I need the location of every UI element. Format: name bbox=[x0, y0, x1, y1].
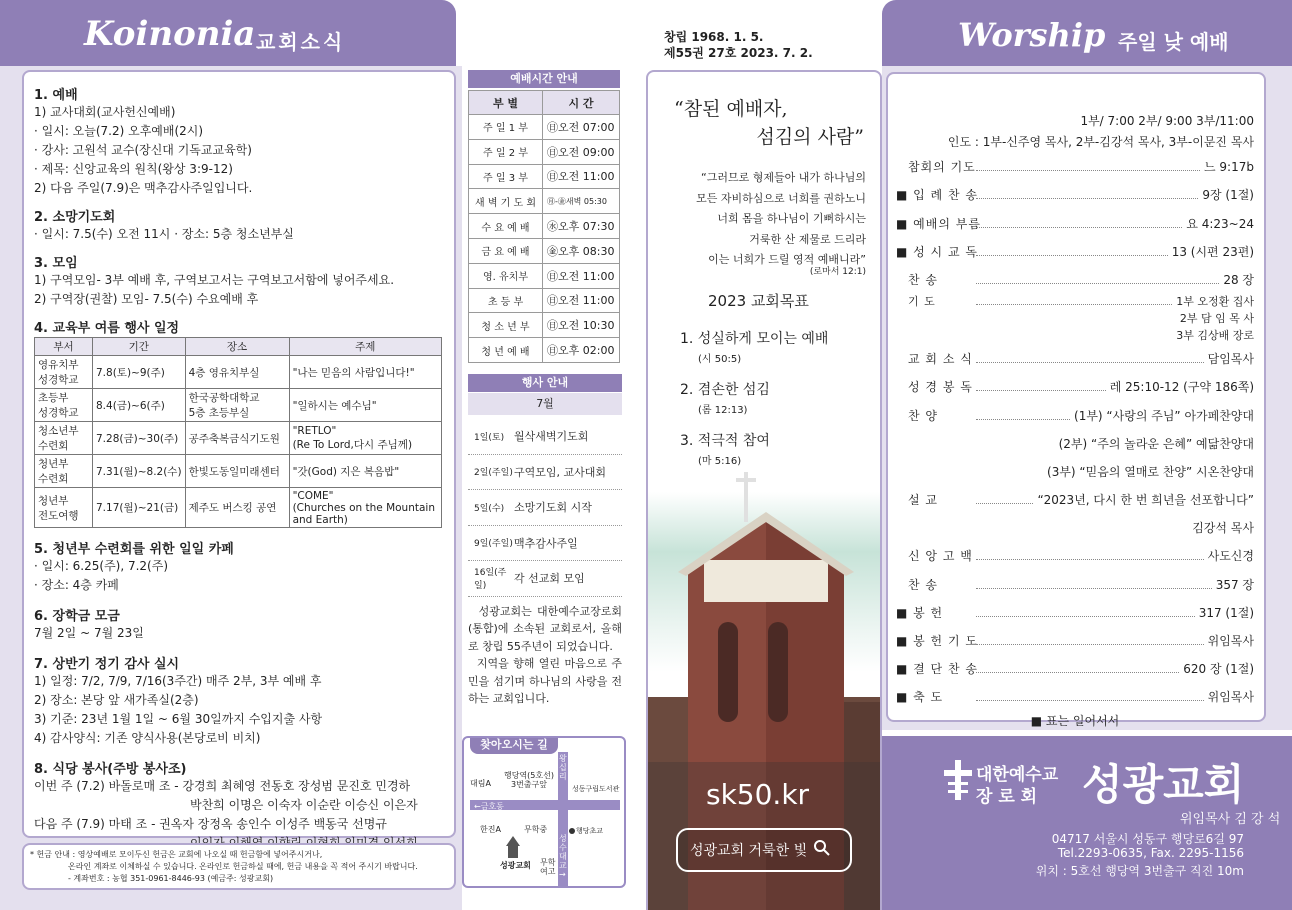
church-address: 04717 서울시 성동구 행당로6길 97 bbox=[1051, 832, 1244, 846]
table-cell: 한빛도동일미래센터 bbox=[185, 455, 289, 488]
worship-item-label: 참회의 기도 bbox=[908, 160, 976, 175]
map-label-church: 성광교회 bbox=[500, 861, 531, 870]
worship-item-value: 13 (시편 23편) bbox=[1171, 244, 1254, 259]
search-icon bbox=[813, 839, 831, 861]
event-date: 5일(수) bbox=[474, 503, 505, 514]
service-name: 영. 유치부 bbox=[469, 263, 543, 288]
worship-item-label: 설 교 bbox=[908, 493, 938, 508]
service-times-table bbox=[468, 90, 620, 363]
worship-item-value: 느 9:17b bbox=[1204, 160, 1254, 175]
section-line: · 일시: 오늘(7.2) 오후예배(2시) bbox=[34, 124, 204, 138]
leader-dots bbox=[976, 616, 1195, 617]
worship-item-label: 찬 송 bbox=[908, 577, 938, 592]
service-time: ㊐오전 10:30 bbox=[543, 313, 620, 338]
section-line: · 강사: 고원석 교수(장신대 기독교교육학) bbox=[34, 143, 252, 157]
map-label-library: 성동구립도서관 bbox=[572, 785, 620, 793]
offering-note bbox=[22, 843, 456, 890]
worship-item-value: 위임목사 bbox=[1207, 690, 1254, 705]
church-intro: 성광교회는 대한예수교장로회(통합)에 소속된 교회로서, 올해로 창립 55주년이 되었습니다. 지역을 향해 열린 마음으로 주민을 섬기며 하나님의 사랑을 전하는 교회입니다. bbox=[468, 604, 622, 705]
worship-item bbox=[896, 372, 1254, 400]
event-row bbox=[468, 561, 622, 597]
event-title: 월삭새벽기도회 bbox=[514, 430, 589, 444]
worship-item-value: 담임목사 bbox=[1207, 352, 1254, 367]
worship-item bbox=[896, 293, 1254, 310]
worship-item-label: ■ 성 시 교 독 bbox=[896, 244, 978, 259]
table-row bbox=[469, 139, 620, 164]
map-label-seongsu: 성수대교→ bbox=[559, 834, 567, 879]
worship-item bbox=[896, 513, 1254, 541]
table-cell: "COME" (Churches on the Mountain and Earth) bbox=[289, 488, 441, 528]
worship-item-value: 9장 (1절) bbox=[1202, 188, 1254, 203]
events-month: 7월 bbox=[468, 393, 622, 415]
section-line: · 제목: 신앙교육의 원칙(왕상 3:9-12) bbox=[34, 162, 233, 176]
worship-item-value: “2023년, 다시 한 번 희년을 선포합니다” bbox=[1037, 493, 1254, 508]
worship-item-value: (2부) “주의 놀라운 은혜” 예닮찬양대 bbox=[1058, 436, 1254, 451]
leader-dots bbox=[976, 227, 1182, 228]
event-title: 각 선교회 모임 bbox=[514, 572, 585, 586]
section-heading: 6. 장학금 모금 bbox=[34, 609, 120, 624]
leader-dots bbox=[976, 503, 1033, 504]
table-cell: 청년부 수련회 bbox=[35, 455, 93, 488]
worship-item-value: 28 장 bbox=[1223, 272, 1254, 287]
leader-dots bbox=[976, 170, 1200, 171]
table-cell: "갓(God) 지은 복음밥" bbox=[289, 455, 441, 488]
event-date: 1일(토) bbox=[474, 432, 505, 443]
goal-ref: (마 5:16) bbox=[698, 456, 742, 467]
section-line: · 장소: 4층 카페 bbox=[34, 578, 119, 592]
service-name: 새 벽 기 도 회 bbox=[469, 189, 543, 214]
leader-dots bbox=[976, 672, 1179, 673]
section-line: 이번 주 (7.2) 바돌로매 조 - 강경희 최혜영 전동호 장성범 문진호 민경하 bbox=[34, 779, 411, 793]
worship-item bbox=[896, 344, 1254, 372]
table-cell: 제주도 버스킹 공연 bbox=[185, 488, 289, 528]
worship-item bbox=[896, 626, 1254, 654]
worship-item-label: ■ 결 단 찬 송 bbox=[896, 662, 978, 677]
events-block bbox=[468, 374, 622, 708]
map-label-haengdang-es: 행당초교 bbox=[576, 827, 604, 835]
table-cell: 4층 영유치부실 bbox=[185, 356, 289, 389]
church-location: 위치 : 5호선 행당역 3번출구 직진 10m bbox=[1035, 864, 1244, 878]
worship-item-label: 교 회 소 식 bbox=[908, 352, 973, 367]
worship-item-value: (3부) “믿음의 열매로 찬양” 시온찬양대 bbox=[1047, 464, 1254, 479]
leader-dots bbox=[976, 198, 1198, 199]
table-row bbox=[35, 455, 442, 488]
section-line: 박찬희 이명은 이숙자 이순란 이승신 이은자 bbox=[190, 798, 418, 812]
worship-item bbox=[896, 682, 1254, 710]
table-row bbox=[469, 238, 620, 263]
table-cell: 영유치부 성경학교 bbox=[35, 356, 93, 389]
table-cell: 청소년부 수련회 bbox=[35, 422, 93, 455]
col-header: 부 별 bbox=[469, 91, 543, 115]
standing-note: ■ 표는 일어서서 bbox=[1030, 714, 1120, 729]
table-row bbox=[469, 288, 620, 313]
service-name: 초 등 부 bbox=[469, 288, 543, 313]
search-text: 성광교회 거룩한 빛 bbox=[690, 843, 808, 859]
table-row bbox=[469, 263, 620, 288]
worship-item-label: 찬 송 bbox=[908, 272, 938, 287]
worship-item bbox=[896, 265, 1254, 293]
koinonia-subtitle: 교회소식 bbox=[256, 30, 346, 54]
leader-dots bbox=[976, 304, 1172, 305]
church-phone: Tel.2293-0635, Fax. 2295-1156 bbox=[1057, 846, 1244, 860]
worship-item-label: ■ 봉 헌 기 도 bbox=[896, 634, 978, 648]
service-times: 1부/ 7:00 2부/ 9:00 3부/11:00 bbox=[1080, 114, 1254, 128]
leader-dots bbox=[976, 559, 1204, 560]
offering-note-line: 온라인 계좌로 이체하실 수 있습니다. 온라인로 헌금하실 때에, 헌금 내용을 꼭 적어 주시기 바랍니다. bbox=[68, 862, 418, 871]
section-line: · 일시: 7.5(수) 오전 11시 · 장소: 5층 청소년부실 bbox=[34, 227, 294, 241]
worship-item-value: 620 장 (1절) bbox=[1183, 662, 1254, 677]
denomination-line2: 장 로 회 bbox=[976, 787, 1038, 807]
section-heading: 3. 모임 bbox=[34, 256, 78, 271]
goal-item: 1. 성실하게 모이는 예배 bbox=[680, 331, 829, 347]
worship-item-value: 레 25:10-12 (구약 186쪽) bbox=[1109, 380, 1254, 395]
leader-dots bbox=[976, 588, 1212, 589]
service-name: 수 요 예 배 bbox=[469, 214, 543, 239]
order-of-worship bbox=[886, 72, 1266, 729]
service-time: ㊐오전 09:00 bbox=[543, 139, 620, 164]
event-row bbox=[468, 490, 622, 526]
section-line: 2) 장소: 본당 앞 새가족실(2층) bbox=[34, 693, 199, 707]
service-times-block bbox=[468, 70, 620, 363]
worship-item bbox=[896, 654, 1254, 682]
issue-founded: 창립 1968. 1. 5. bbox=[664, 30, 764, 44]
section-line: 2) 다음 주일(7.9)은 맥추감사주일입니다. bbox=[34, 181, 253, 195]
service-leaders: 인도 : 1부-신주영 목사, 2부-김강석 목사, 3부-이문진 목사 bbox=[947, 135, 1254, 149]
table-cell: "나는 믿음의 사람입니다!" bbox=[289, 356, 441, 389]
map-label-muhak-ms: 무학중 bbox=[524, 825, 548, 834]
worship-item-value: 317 (1절) bbox=[1198, 605, 1254, 620]
table-row bbox=[469, 189, 620, 214]
events-header: 행사 안내 bbox=[468, 374, 622, 392]
col-header: 부서 bbox=[35, 338, 93, 356]
worship-item bbox=[896, 208, 1254, 236]
goal-item: 2. 겸손한 섬김 bbox=[680, 382, 770, 398]
worship-item bbox=[896, 180, 1254, 208]
service-time: ㊐오전 07:00 bbox=[543, 115, 620, 140]
table-cell: 7.8(토)~9(주) bbox=[93, 356, 186, 389]
issue-volume: 제55권 27호 2023. 7. 2. bbox=[664, 46, 813, 60]
worship-item-value: 요 4:23~24 bbox=[1186, 216, 1254, 231]
leader-dots bbox=[976, 700, 1204, 701]
senior-pastor: 위임목사 김 강 석 bbox=[1180, 812, 1281, 827]
event-row bbox=[468, 455, 622, 491]
goal-ref: (롬 12:13) bbox=[698, 405, 748, 416]
table-cell: 7.17(월)~21(금) bbox=[93, 488, 186, 528]
col-header: 기간 bbox=[93, 338, 186, 356]
table-row bbox=[469, 338, 620, 363]
table-row bbox=[469, 214, 620, 239]
education-schedule-table bbox=[34, 337, 442, 528]
worship-item-label: ■ 축 도 bbox=[896, 690, 944, 705]
worship-item bbox=[896, 237, 1254, 265]
table-row bbox=[469, 164, 620, 189]
events-list bbox=[468, 419, 622, 597]
worship-item-label: 성 경 봉 독 bbox=[908, 380, 973, 395]
worship-item bbox=[896, 327, 1254, 344]
event-title: 소망기도회 시작 bbox=[514, 501, 592, 515]
worship-item-value: 3부 김상배 장로 bbox=[1176, 328, 1254, 342]
event-title: 맥추감사주일 bbox=[514, 536, 578, 550]
worship-item-value: 위임목사 bbox=[1207, 634, 1254, 648]
service-time: ㊎오후 08:30 bbox=[543, 238, 620, 263]
event-date: 2일(주일) bbox=[474, 468, 513, 479]
section-line: 다음 주 (7.9) 마태 조 - 권옥자 장정옥 송인수 이성주 백동국 선명규 bbox=[34, 817, 387, 831]
section-line: 1) 일정: 7/2, 7/9, 7/16(3주간) 매주 2부, 3부 예배 후 bbox=[34, 674, 322, 688]
worship-item-value: 357 장 bbox=[1215, 577, 1254, 592]
worship-item-label: ■ 예배의 부름 bbox=[896, 216, 981, 231]
service-time: ㊐오전 11:00 bbox=[543, 263, 620, 288]
worship-item-value: (1부) “사랑의 주님” 아가페찬양대 bbox=[1074, 408, 1254, 423]
worship-item bbox=[896, 400, 1254, 428]
directions-header: 찾아오시는 길 bbox=[470, 736, 558, 754]
event-row bbox=[468, 526, 622, 562]
table-cell: 8.4(금)~6(주) bbox=[93, 389, 186, 422]
section-heading: 4. 교육부 여름 행사 일정 bbox=[34, 321, 180, 336]
website-url[interactable]: sk50.kr bbox=[706, 778, 810, 811]
table-cell: 공주축복금식기도원 bbox=[185, 422, 289, 455]
theme-title-2: 섬김의 사람” bbox=[756, 126, 864, 148]
worship-item bbox=[896, 457, 1254, 485]
worship-item-label: 찬 양 bbox=[908, 408, 938, 423]
table-cell: 청년부 전도여행 bbox=[35, 488, 93, 528]
table-cell: 7.31(월)~8.2(수) bbox=[93, 455, 186, 488]
table-row bbox=[35, 422, 442, 455]
news-body bbox=[34, 84, 444, 853]
theme-verse-ref: (로마서 12:1) bbox=[809, 267, 866, 277]
worship-item-label: ■ 입 례 찬 송 bbox=[896, 188, 978, 203]
table-cell: 7.28(금)~30(주) bbox=[93, 422, 186, 455]
section-line: · 일시: 6.25(주), 7.2(주) bbox=[34, 559, 169, 573]
worship-list bbox=[896, 152, 1254, 710]
news-card bbox=[22, 70, 456, 838]
service-time: ㊌오후 07:30 bbox=[543, 214, 620, 239]
table-cell: 초등부 성경학교 bbox=[35, 389, 93, 422]
offering-note-line: - 계좌번호 : 농협 351-0961-8446-93 (예금주: 성광교회) bbox=[68, 874, 274, 883]
leader-dots bbox=[976, 362, 1204, 363]
col-header: 장소 bbox=[185, 338, 289, 356]
worship-item-value: 사도신경 bbox=[1207, 549, 1254, 564]
worship-item bbox=[896, 598, 1254, 626]
worship-item bbox=[896, 485, 1254, 513]
service-name: 주 일 1 부 bbox=[469, 115, 543, 140]
church-logo-icon bbox=[944, 760, 972, 800]
theme-panel bbox=[646, 70, 882, 910]
event-row bbox=[468, 419, 622, 455]
service-times-header: 예배시간 안내 bbox=[468, 70, 620, 88]
table-row bbox=[469, 313, 620, 338]
denomination-line1: 대한예수교 bbox=[976, 765, 1059, 785]
directions-map bbox=[462, 736, 626, 888]
section-line: 7월 2일 ~ 7월 23일 bbox=[34, 626, 144, 640]
goal-title: 2023 교회목표 bbox=[708, 292, 809, 310]
section-heading: 5. 청년부 수련회를 위한 일일 카페 bbox=[34, 542, 234, 557]
service-name: 주 일 3 부 bbox=[469, 164, 543, 189]
worship-item bbox=[896, 541, 1254, 569]
service-time: ㊊-㊎새벽 05:30 bbox=[543, 189, 620, 214]
worship-item-label: 신 앙 고 백 bbox=[908, 549, 973, 564]
section-heading: 2. 소망기도회 bbox=[34, 210, 116, 225]
worship-item bbox=[896, 152, 1254, 180]
table-row bbox=[35, 389, 442, 422]
leader-dots bbox=[976, 390, 1106, 391]
table-row bbox=[469, 115, 620, 140]
service-name: 금 요 예 배 bbox=[469, 238, 543, 263]
table-cell: 한국공학대학교 5층 초등부실 bbox=[185, 389, 289, 422]
leader-dots bbox=[976, 255, 1168, 256]
goal-ref: (시 50:5) bbox=[698, 354, 742, 365]
worship-item-label: ■ 봉 헌 bbox=[896, 605, 944, 620]
offering-note-line: * 헌금 안내 : 영상예배로 모이두신 헌금은 교회에 나오실 때 헌금함에 넣어주시거나, bbox=[30, 850, 323, 859]
service-time: ㊐오전 11:00 bbox=[543, 164, 620, 189]
map-label-station: 행당역(5호선) 3번출구앞 bbox=[504, 771, 554, 789]
worship-item bbox=[896, 429, 1254, 457]
church-name: 성광교회 bbox=[1082, 760, 1245, 809]
table-row bbox=[35, 488, 442, 528]
event-date: 9일(주일) bbox=[474, 539, 513, 550]
table-row bbox=[35, 356, 442, 389]
section-line: 1) 교사대회(교사헌신예배) bbox=[34, 105, 176, 119]
worship-item-value: 2부 담 임 목 사 bbox=[1179, 311, 1254, 325]
section-line: 2) 구역장(권찰) 모임- 7.5(수) 수요예배 후 bbox=[34, 292, 259, 306]
worship-title: Worship bbox=[958, 16, 1106, 54]
table-cell: "RETLO" (Re To Lord,다시 주님께) bbox=[289, 422, 441, 455]
worship-item bbox=[896, 310, 1254, 327]
event-date: 16일(주일) bbox=[474, 568, 507, 592]
worship-item-value: 김강석 목사 bbox=[1192, 521, 1254, 536]
section-heading: 8. 식당 봉사(주방 봉사조) bbox=[34, 762, 187, 777]
worship-subtitle: 주일 낮 예배 bbox=[1118, 30, 1229, 54]
map-label-hanjin: 한진A bbox=[480, 825, 501, 834]
section-line: 3) 기준: 23년 1월 1일 ~ 6월 30일까지 수입지출 사항 bbox=[34, 712, 323, 726]
leader-dots bbox=[976, 283, 1219, 284]
service-name: 청 소 년 부 bbox=[469, 313, 543, 338]
map-label-geumho: ←금호동 bbox=[474, 802, 504, 811]
section-line: 1) 구역모임- 3부 예배 후, 구역보고서는 구역보고서함에 넣어주세요. bbox=[34, 273, 395, 287]
goals-list bbox=[680, 328, 870, 467]
table-cell: "일하시는 예수님" bbox=[289, 389, 441, 422]
service-time: ㊐오후 02:00 bbox=[543, 338, 620, 363]
service-time: ㊐오전 11:00 bbox=[543, 288, 620, 313]
theme-title-1: “참된 예배자, bbox=[674, 98, 788, 120]
theme-verse: “그러므로 형제들아 내가 하나님의 모든 자비하심으로 너희를 권하노니 너희 몸을 하나님이 기뻐하시는 거룩한 산 제물로 드리라 이는 너희가 드릴 영적 예배니라” bbox=[696, 171, 866, 266]
service-name: 청 년 예 배 bbox=[469, 338, 543, 363]
service-name: 주 일 2 부 bbox=[469, 139, 543, 164]
worship-item bbox=[896, 569, 1254, 597]
map-label-wangsimni: 왕십리 bbox=[559, 754, 567, 781]
col-header: 시 간 bbox=[543, 91, 620, 115]
map-label-muhak-hs: 무학 여고 bbox=[540, 858, 556, 876]
search-bar[interactable] bbox=[676, 828, 852, 872]
leader-dots bbox=[976, 419, 1070, 420]
worship-item-value: 1부 오정환 집사 bbox=[1176, 294, 1254, 308]
section-line: 4) 감사양식: 기존 양식사용(본당로비 비치) bbox=[34, 731, 261, 745]
section-heading: 1. 예배 bbox=[34, 88, 78, 103]
worship-item-label: 기 도 bbox=[908, 294, 936, 308]
col-header: 주제 bbox=[289, 338, 441, 356]
goal-item: 3. 적극적 참여 bbox=[680, 433, 770, 449]
map-label-daelim: 대림A bbox=[470, 779, 491, 788]
koinonia-title: Koinonia bbox=[84, 14, 256, 54]
section-heading: 7. 상반기 정기 감사 실시 bbox=[34, 657, 180, 672]
event-title: 구역모임, 교사대회 bbox=[514, 465, 607, 479]
leader-dots bbox=[976, 644, 1204, 645]
